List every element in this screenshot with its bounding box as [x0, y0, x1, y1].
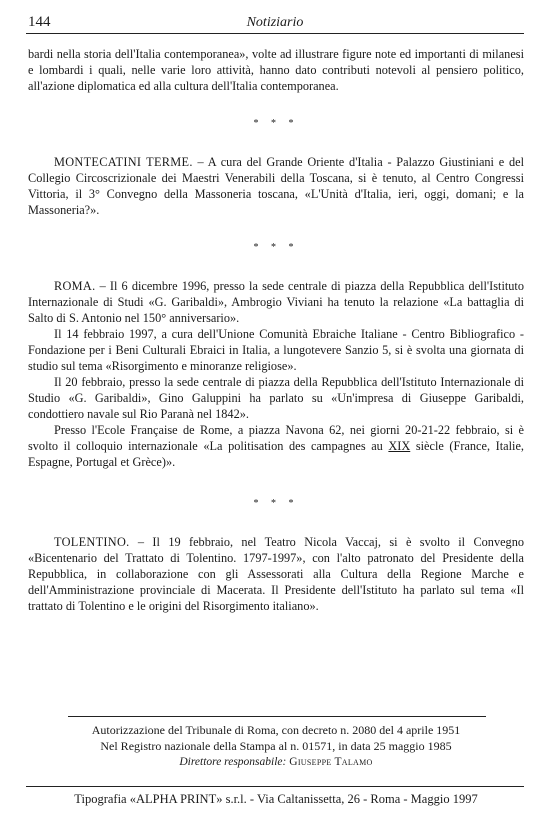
article-body [28, 46, 524, 614]
director-name: Giuseppe Talamo [289, 756, 373, 768]
paragraph-lombardi: bardi nella storia dell'Italia contemporanea», volte ad illustrare figure note ed importanti di milanesi e lombardi i quali, nelle varie loro attività, hanno dato contributi notevoli al pensiero politico, all'azione diplomatica ed alla cultura dell'Italia contemporanea. [28, 47, 524, 93]
paragraph-text: – A cura del Grande Oriente d'Italia - Palazzo Giustiniani e del Collegio Circoscrizionale dei Maestri Venerabili della Toscana, si è tenuto, al Centro Congressi Vittoria, il 3° Convegno della Massoneria toscana, «L'Unità d'Italia, ieri, oggi, domani; e la Massoneria?». [28, 155, 524, 217]
paragraph-galuppini: Il 20 febbraio, presso la sede centrale di piazza della Repubblica dell'Istituto Internazionale di Studio «G. Garibaldi», Gino Galuppini ha parlato su «Un'impresa di Giuseppe Garibaldi, condottiero navale sul Rio Paranà nel 1842». [28, 375, 524, 421]
place-heading: TOLENTINO. [54, 535, 130, 549]
paragraph-tolentino [28, 534, 524, 614]
century-numeral: XIX [388, 439, 411, 453]
paragraph-text: – Il 19 febbraio, nel Teatro Nicola Vaccaj, si è svolto il Convegno «Bicentenario del Trattato di Tolentino. 1797-1997», con l'alto patronato del Presidente della Repubblica, in collaborazione con gli Assessorati alla Cultura della Regione Marche e dell'Amministrazione provinciale di Macerata. Il Presidente dell'Istituto ha parlato sul tema «Il trattato di Tolentino e le origini del Risorgimento italiano». [28, 535, 524, 613]
paragraph-text: – Il 6 dicembre 1996, presso la sede centrale di piazza della Repubblica dell'Istituto Internazionale di Studi «G. Garibaldi», Ambrogio Viviani ha tenuto la relazione «La battaglia di Salto di S. Antonio nel 150° anniversario». [28, 279, 524, 325]
press-registry: Nel Registro nazionale della Stampa al n. 01571, in data 25 maggio 1985 [100, 739, 452, 753]
paragraph-montecatini [28, 154, 524, 218]
director-line [28, 754, 524, 770]
section-separator: * * * [253, 498, 299, 509]
header-title: Notiziario [246, 15, 304, 30]
page-number: 144 [28, 14, 51, 30]
running-header [26, 12, 524, 34]
paragraph-text: siècle (France, Italie, Espagne, Portugal et Grèce)». [28, 439, 524, 469]
paragraph-ecole-francaise [28, 422, 524, 470]
place-heading: MONTECATINI TERME. [54, 155, 193, 169]
paragraph-roma [28, 278, 524, 326]
section-separator: * * * [253, 118, 299, 129]
director-label: Direttore responsabile: [179, 756, 287, 768]
place-heading: ROMA. [54, 279, 96, 293]
paragraph-unione-comunita: Il 14 febbraio 1997, a cura dell'Unione Comunità Ebraiche Italiane - Centro Bibliografico - Fondazione per i Beni Culturali Ebraici in Italia, a lungotevere Sanzio 5, si è svolta una giornata di studio sul tema «Risorgimento e minoranze religiose». [28, 327, 524, 373]
printer-line: Tipografia «ALPHA PRINT» s.r.l. - Via Caltanissetta, 26 - Roma - Maggio 1997 [74, 792, 478, 806]
imprint-block [28, 722, 524, 770]
court-authorization: Autorizzazione del Tribunale di Roma, con decreto n. 2080 del 4 aprile 1951 [91, 723, 461, 737]
section-separator: * * * [253, 242, 299, 253]
paragraph-text: Presso l'Ecole Française de Rome, a piazza Navona 62, nei giorni 20-21-22 febbraio, si è svolto il colloquio internazionale «La politisation des campagnes au [28, 423, 524, 453]
imprint-rule [68, 716, 486, 717]
header-rule [26, 33, 524, 34]
printer-rule [26, 786, 524, 787]
